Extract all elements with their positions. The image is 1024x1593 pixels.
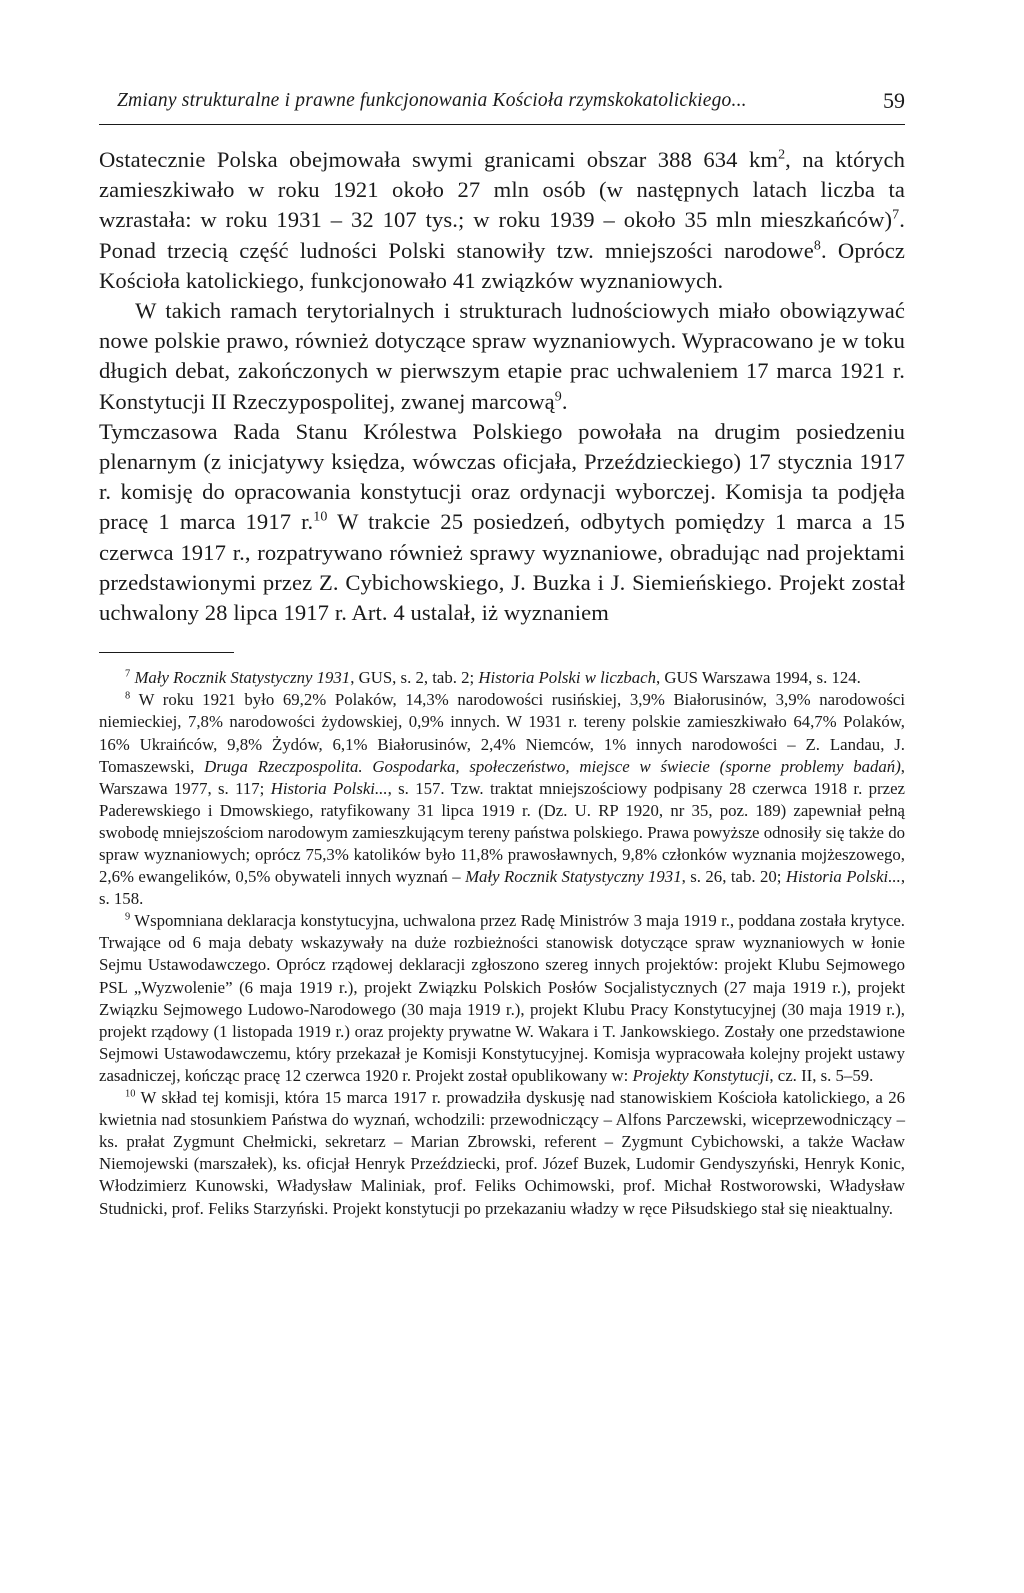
footnote-8-text-4: , s. 26, tab. 20; <box>681 867 786 887</box>
footnote-separator <box>99 652 234 653</box>
footnote-7-number: 7 <box>125 668 131 680</box>
footnote-7 <box>99 667 905 689</box>
footnote-ref-8[interactable]: 8 <box>813 238 821 254</box>
footnote-8-text-3: , s. 157. Tzw. traktat mniejszościowy podpisany 28 czerwca 1918 r. przez Paderewskiego i Dmowskiego, ratyfikowany 31 lipca 1919 r. (Dz. U. RP 1920, nr 35, poz. 189) zapewniał pełną swobodę mniejszościom narodowym zamieszkującym tereny państwa polskiego. Prawa powyższe odnosiły się także do spraw wyznaniowych; oprócz 75,3% katolików było 11,8% prawosławnych, 9,8% członków wyznania mojżeszowego, 2,6% ewangelików, 0,5% obywateli innych wyznań – <box>99 778 905 887</box>
footnote-7-title-2: Historia Polski w liczbach <box>478 668 657 688</box>
paragraph-3-text-a: Tymczasowa Rada Stanu Królestwa Polskiego powołała na drugim posiedzeniu plenarnym (z inicjatywy księdza, wówczas oficjała, Przeździeckiego) 17 stycznia 1917 r. komisję do opracowania konstytucji oraz ordynacji wyborczej. Komisja ta podjęła pracę 1 marca 1917 r. <box>99 418 905 535</box>
footnote-8-title-1: Druga Rzeczpospolita. Gospodarka, społeczeństwo, miejsce w świecie (sporne problemy badań) <box>204 756 901 776</box>
paragraph-1 <box>99 145 905 296</box>
footnote-8-text-2: , Warszawa 1977, s. 117; <box>99 756 905 798</box>
footnote-10-text-1: W skład tej komisji, która 15 marca 1917 r. prowadziła dyskusję nad stanowiskiem Kościoła katolickiego, a 26 kwietnia nad stosunkiem Państwa do wyznań, wchodzili: przewodniczący – Alfons Parczewski, wiceprzewodniczący – ks. prałat Zygmunt Chełmicki, sekretarz – Marian Zbrowski, referent – Zygmunt Cybichowski, a także Wacław Niemojewski (marszałek), ks. oficjał Henryk Przeździecki, prof. Józef Buzek, Ludomir Gendyszyński, Henryk Konic, Włodzimierz Kunowski, Władysław Maliniak, prof. Feliks Ochimowski, prof. Michał Rostworowski, Władysław Studnicki, prof. Feliks Starzyński. Projekt konstytucji po przekazaniu władzy w ręce Piłsudskiego stał się nieaktualny. <box>99 1088 905 1218</box>
footnote-8 <box>99 689 905 910</box>
footnotes <box>99 667 905 1219</box>
footnote-7-text-1: , GUS, s. 2, tab. 2; <box>350 668 479 688</box>
footnote-9-number: 9 <box>125 911 131 923</box>
document-page <box>99 84 905 1220</box>
paragraph-3-text-b: W trakcie 25 posiedzeń, odbytych pomiędzy 1 marca a 15 czerwca 1917 r., rozpatrywano również sprawy wyznaniowe, obradując nad projektami przedstawionymi przez Z. Cybichowskiego, J. Buzka i J. Siemieńskiego. Projekt został uchwalony 28 lipca 1917 r. Art. 4 ustalał, iż wyznaniem <box>99 509 905 626</box>
paragraph-2-text-a: W takich ramach terytorialnych i strukturach ludnościowych miało obowiązywać nowe polskie prawo, również dotyczące spraw wyznaniowych. Wypracowano je w toku długich debat, zakończonych w pierwszym etapie prac uchwaleniem 17 marca 1921 r. Konstytucji II Rzeczypospolitej, zwanej marcową <box>99 298 905 414</box>
footnote-10 <box>99 1087 905 1220</box>
footnote-8-text-1: W roku 1921 było 69,2% Polaków, 14,3% narodowości rusińskiej, 3,9% Białorusinów, 3,9% narodowości niemieckiej, 7,8% narodowości żydowskiej, 0,9% innych. W 1931 r. tereny polskie zamieszkiwało 64,7% Polaków, 16% Ukraińców, 9,8% Żydów, 6,1% Białorusinów, 2,4% Niemców, 1% innych narodowości – Z. Landau, J. Tomaszewski, <box>99 690 905 776</box>
footnote-ref-7[interactable]: 7 <box>892 207 900 223</box>
paragraph-2-text-b: . <box>561 388 568 414</box>
footnote-7-text-2: , GUS Warszawa 1994, s. 124. <box>656 668 861 688</box>
footnote-8-number: 8 <box>125 690 131 702</box>
paragraph-1-text-a: Ostatecznie Polska obejmowała swymi granicami obszar 388 634 km <box>99 147 779 172</box>
main-text <box>99 145 905 628</box>
footnote-9-title-1: Projekty Konstytucji <box>632 1065 770 1085</box>
footnote-ref-10[interactable]: 10 <box>313 509 328 525</box>
paragraph-2 <box>99 296 905 417</box>
paragraph-3 <box>99 417 905 628</box>
paragraph-1-text-d: . Oprócz Kościoła katolickiego, funkcjonowało 41 związków wyznaniowych. <box>99 237 905 293</box>
footnote-8-title-2: Historia Polski... <box>270 778 388 798</box>
footnote-9-text-1: Wspomniana deklaracja konstytucyjna, uchwalona przez Radę Ministrów 3 maja 1919 r., poddana została krytyce. Trwające od 6 maja debaty wskazywały na duże rozbieżności stanowisk dotyczące spraw wyznaniowych w łonie Sejmu Ustawodawczego. Oprócz rządowej deklaracji zgłoszono szereg innych projektów: projekt Klubu Sejmowego PSL „Wyzwolenie” (6 maja 1919 r.), projekt Związku Polskich Posłów Socjalistycznych (27 maja 1919 r.), projekt Związku Sejmowego Ludowo-Narodowego (30 maja 1919 r.), projekt Klubu Pracy Konstytucyjnej (30 maja 1919 r.), projekt rządowy (1 listopada 1919 r.) oraz projekty prywatne W. Wakara i T. Jankowskiego. Zostały one przedstawione Sejmowi Ustawodawczemu, który przekazał je Komisji Konstytucyjnej. Komisja wypracowała kolejny projekt ustawy zasadniczej, kończąc pracę 12 czerwca 1920 r. Projekt został opublikowany w: <box>99 911 905 1085</box>
paragraph-1-text-c: . Ponad trzecią część ludności Polski stanowiły tzw. mniejszości narodowe <box>99 207 905 263</box>
footnote-ref-9[interactable]: 9 <box>554 389 562 405</box>
running-title: Zmiany strukturalne i prawne funkcjonowania Kościoła rzymskokatolickiego... <box>117 90 747 111</box>
footnote-8-title-3: Mały Rocznik Statystyczny 1931 <box>465 867 682 887</box>
footnote-8-title-4: Historia Polski... <box>785 867 901 887</box>
footnote-8-text-5: , s. 158. <box>99 867 906 909</box>
page-number: 59 <box>883 88 905 113</box>
superscript-km: 2 <box>778 147 786 163</box>
footnote-7-title-1: Mały Rocznik Statystyczny 1931 <box>134 668 351 688</box>
footnote-10-number: 10 <box>125 1088 136 1100</box>
paragraph-1-text-b: , na których zamieszkiwało w roku 1921 około 27 mln osób (w następnych latach liczba ta wzrastała: w roku 1931 – 32 107 tys.; w roku 1939 – około 35 mln mieszkańców) <box>99 147 905 233</box>
footnote-9 <box>99 910 905 1087</box>
running-header <box>99 84 905 125</box>
footnote-9-text-2: , cz. II, s. 5–59. <box>769 1065 874 1085</box>
